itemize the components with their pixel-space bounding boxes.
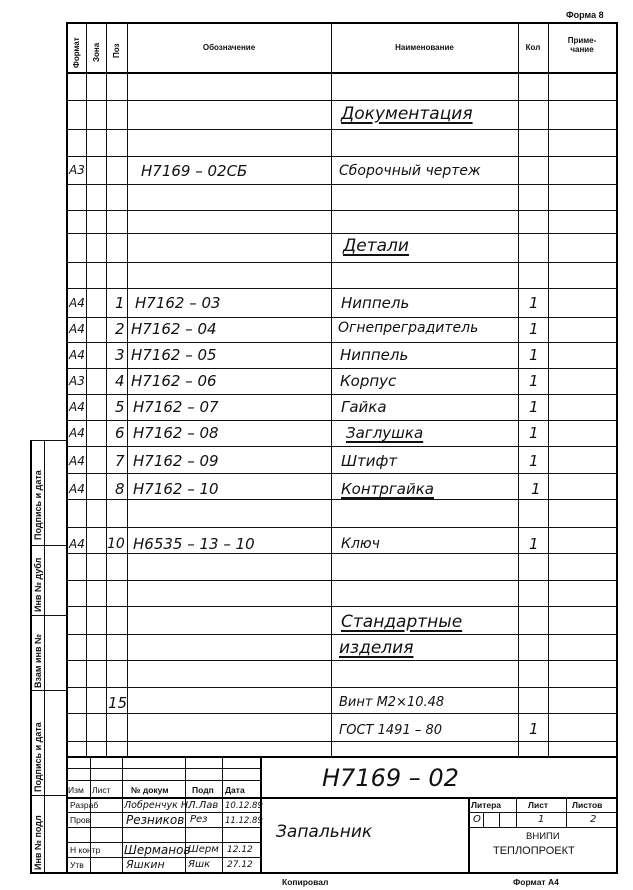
stamp-col-date: Дата — [225, 785, 245, 795]
footer-format: Формат А4 — [513, 877, 559, 887]
item-format: А4 — [69, 426, 85, 440]
side-label-replace-inv: Взам инв № — [33, 633, 43, 688]
assembly-name: Сборочный чертеж — [339, 163, 481, 179]
item-qty: 1 — [531, 480, 541, 498]
stamp-date-appr: 27.12 — [227, 860, 253, 870]
stamp-sheet-label: Лист — [528, 800, 549, 810]
stamp-litera-label: Литера — [471, 800, 501, 810]
footer-copied: Копировал — [282, 877, 329, 887]
item-designation: Н7162 – 03 — [135, 294, 221, 312]
assembly-designation: Н7169 – 02СБ — [141, 162, 248, 180]
item-name: Штифт — [341, 452, 398, 470]
stamp-name-check: Резников — [126, 813, 185, 827]
header-name: Наименование — [395, 43, 454, 52]
stamp-col-doc: № докум — [131, 785, 169, 795]
item-format: А4 — [69, 482, 85, 496]
stamp-sheets-value: 2 — [590, 814, 597, 825]
standard-item-qty: 1 — [529, 720, 539, 738]
stamp-role-norm: Н контр — [70, 845, 101, 855]
standard-item-name-1: Винт М2×10.48 — [339, 695, 445, 710]
item-format: А4 — [69, 296, 85, 310]
item-name: Ниппель — [341, 294, 410, 312]
stamp-litera-value: О — [473, 814, 481, 825]
section-details: Детали — [343, 236, 409, 256]
org-line-2: ТЕПЛОПРОЕКТ — [493, 845, 575, 857]
item-designation: Н7162 – 10 — [133, 480, 219, 498]
item-pos: 1 — [115, 294, 125, 312]
item-qty: 1 — [529, 424, 539, 442]
header-qty: Кол — [525, 43, 541, 52]
stamp-col-sign: Подп — [192, 785, 214, 795]
item-name: Заглушка — [346, 424, 424, 442]
item-designation: Н7162 – 06 — [131, 372, 217, 390]
stamp-role-dev: Разраб — [70, 800, 99, 810]
item-format: А4 — [69, 348, 85, 362]
item-name: Ниппель — [340, 346, 409, 364]
stamp-role-check: Пров — [70, 815, 91, 825]
item-qty: 1 — [529, 452, 539, 470]
stamp-role-appr: Утв — [70, 860, 84, 870]
stamp-name-appr: Яшкин — [126, 858, 165, 871]
stamp-sign-dev: Л.Лав — [188, 800, 219, 811]
item-pos: 4 — [115, 372, 125, 390]
item-name: Гайка — [341, 398, 387, 416]
side-label-sign-date-1: Подпись и дата — [33, 470, 43, 540]
stamp-sheet-value: 1 — [538, 814, 545, 825]
standard-item-name-2: ГОСТ 1491 – 80 — [339, 723, 443, 738]
item-name: Корпус — [340, 372, 397, 390]
item-name: Ключ — [341, 536, 380, 552]
stamp-col-izm: Изм — [68, 785, 84, 795]
section-standard-2: изделия — [339, 638, 414, 658]
product-name: Запальник — [276, 822, 373, 842]
stamp-name-norm: Шерманов — [124, 843, 191, 857]
item-pos: 6 — [115, 424, 125, 442]
stamp-col-list: Лист — [92, 785, 111, 795]
side-label-orig-inv: Инв № подл — [33, 815, 43, 870]
stamp-sign-check: Рез — [190, 814, 208, 825]
stamp-sign-appr: Яшк — [188, 859, 211, 870]
item-name: Огнепреградитель — [338, 320, 479, 336]
stamp-sheets-label: Листов — [572, 800, 603, 810]
item-pos: 5 — [115, 398, 125, 416]
section-documentation: Документация — [341, 104, 473, 124]
item-format: А4 — [69, 400, 85, 414]
item-designation: Н7162 – 08 — [133, 424, 219, 442]
header-note: Приме- чание — [567, 36, 597, 54]
item-format: А4 — [69, 454, 85, 468]
form-label: Форма 8 — [566, 10, 604, 20]
item-designation: Н6535 – 13 – 10 — [133, 535, 255, 553]
side-label-sign-date-2: Подпись и дата — [33, 722, 43, 792]
item-qty: 1 — [529, 294, 539, 312]
item-pos: 2 — [115, 320, 125, 338]
item-pos: 3 — [115, 346, 125, 364]
section-standard-1: Стандартные — [341, 612, 463, 632]
item-pos: 10 — [107, 536, 125, 552]
side-label-dup-inv: Инв № дубл — [33, 557, 43, 612]
header-pos: Поз — [112, 43, 121, 58]
item-designation: Н7162 – 04 — [131, 320, 217, 338]
doc-number: Н7169 – 02 — [322, 764, 459, 792]
item-qty: 1 — [529, 346, 539, 364]
stamp-name-dev: Лобренчук Н. — [124, 800, 192, 811]
stamp-date-norm: 12.12 — [227, 845, 253, 855]
stamp-sign-norm: Шерм — [188, 844, 219, 855]
item-qty: 1 — [529, 320, 539, 338]
header-zone: Зона — [92, 42, 101, 62]
item-designation: Н7162 – 07 — [133, 398, 219, 416]
header-designation: Обозначение — [202, 43, 256, 52]
item-pos: 8 — [115, 480, 125, 498]
item-qty: 1 — [529, 535, 539, 553]
item-format: А4 — [69, 322, 85, 336]
org-line-1: ВНИПИ — [526, 831, 560, 842]
item-format: А4 — [69, 537, 85, 551]
item-qty: 1 — [529, 372, 539, 390]
item-name: Контргайка — [341, 480, 434, 498]
assembly-format: А3 — [69, 163, 85, 177]
item-qty: 1 — [529, 398, 539, 416]
standard-item-pos: 15 — [108, 694, 128, 712]
item-designation: Н7162 – 05 — [131, 346, 217, 364]
stamp-date-check: 11.12.89 — [225, 816, 263, 826]
item-pos: 7 — [115, 452, 125, 470]
header-format: Формат — [72, 37, 81, 68]
stamp-date-dev: 10.12.89 — [225, 801, 263, 811]
item-designation: Н7162 – 09 — [133, 452, 219, 470]
item-format: А3 — [69, 374, 85, 388]
